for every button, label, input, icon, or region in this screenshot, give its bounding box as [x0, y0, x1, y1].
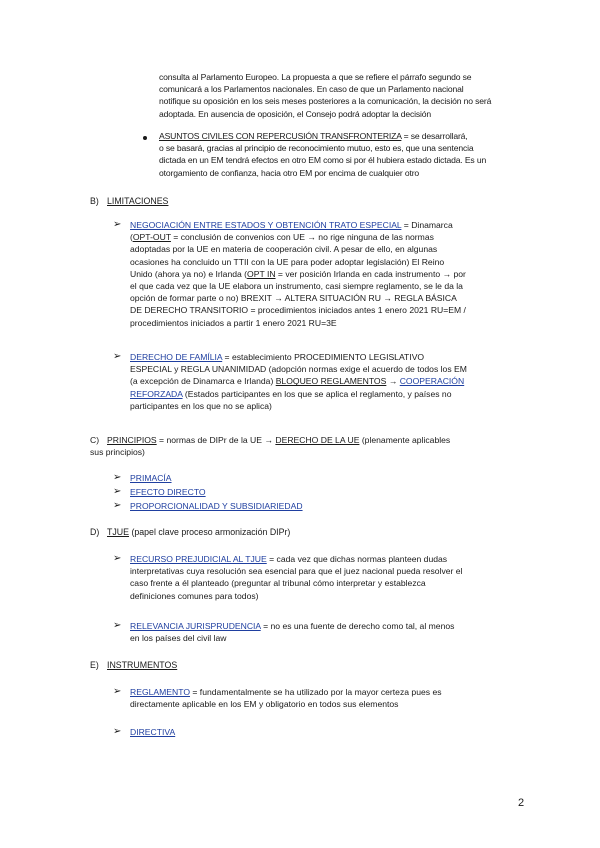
- asuntos-line-1-rest: = se desarrollará,: [401, 131, 468, 141]
- relevancia-link[interactable]: RELEVANCIA JURISPRUDENCIA: [130, 621, 261, 631]
- section-e-heading: [90, 659, 177, 671]
- cooperacion-link[interactable]: COOPERACIÓN: [399, 376, 465, 387]
- recurso-line-3: caso frente a él planteado (preguntar al tribunal cómo interpretar y establezca: [130, 578, 426, 589]
- reglamento-paragraph: [130, 686, 527, 710]
- familia-line-2: ESPECIAL y REGLA UNANIMIDAD (adopción normas exige el acuerdo de todos los EM: [130, 364, 467, 375]
- primacia-link[interactable]: PRIMACÍA: [130, 473, 172, 483]
- section-b-title: LIMITACIONES: [107, 196, 169, 206]
- optin-term: OPT IN: [247, 268, 276, 279]
- intro-paragraph: [159, 71, 527, 120]
- arrow-bullet-icon: ➢: [113, 486, 122, 497]
- directiva-link[interactable]: DIRECTIVA: [130, 727, 176, 737]
- proporcionalidad-link[interactable]: PROPORCIONALIDAD Y SUBSIDIARIEDAD: [130, 501, 303, 511]
- arrow-bullet-icon: ➢: [113, 219, 122, 230]
- reglamento-line-1-rest: = fundamentalmente se ha utilizado por la mayor certeza pues es: [190, 687, 442, 697]
- asuntos-paragraph: [159, 130, 527, 179]
- familia-line-4: [130, 388, 527, 400]
- recurso-line-2: interpretativas cuya resolución sea esencial para que el juez nacional pueda resolver el: [130, 566, 463, 577]
- negociacion-line-4: ocasiones ha concluido un TTII con la UE para poder adoptar legislación) El Reino: [130, 256, 445, 267]
- section-b-heading: [90, 195, 168, 207]
- relevancia-line-1-rest: = no es una fuente de derecho como tal, al menos: [260, 621, 455, 631]
- reglamento-line-2: directamente aplicable en los EM y obligatorio en todos sus elementos: [130, 699, 399, 710]
- recurso-line-1: [130, 553, 527, 565]
- negociacion-line-1-rest: = Dinamarca: [401, 220, 453, 230]
- derecho-ue-term: DERECHO DE LA UE: [275, 435, 360, 445]
- section-c-letter: C): [90, 435, 100, 445]
- page-number: 2: [518, 797, 525, 809]
- intro-line-3: notifique su oposición en los seis meses posteriores a la comunicación, la decisión no será: [159, 96, 492, 107]
- bullet-dot-icon: [143, 136, 147, 140]
- relevancia-line-1: [130, 620, 527, 632]
- asuntos-line-4: otorgamiento de confianza, hacia otro EM por encima de cualquier otro: [159, 167, 420, 178]
- negociacion-line-3: adoptadas por la UE en materia de cooperación civil. A pesar de ello, en algunas: [130, 244, 438, 255]
- negociacion-line-2-rest: = conclusión de convenios con UE → no rige ninguna de las normas: [170, 232, 434, 243]
- negociacion-line-5: [130, 268, 527, 280]
- section-d-title: TJUE: [107, 527, 129, 537]
- familia-link[interactable]: DERECHO DE FAMÍLIA: [130, 352, 223, 362]
- reglamento-link[interactable]: REGLAMENTO: [130, 687, 191, 697]
- arrow-bullet-icon: ➢: [113, 620, 122, 631]
- arrow-bullet-icon: ➢: [113, 500, 122, 511]
- recurso-line-1-rest: = cada vez que dichas normas planteen dudas: [266, 554, 448, 564]
- negociacion-line-5-pre: Unido (ahora ya no) e Irlanda (: [130, 268, 248, 279]
- familia-line-1: [130, 351, 527, 363]
- section-b-letter: B): [90, 196, 99, 206]
- section-c-line-1-rest: (plenamente aplicables: [359, 435, 451, 445]
- arrow-bullet-icon: ➢: [113, 553, 122, 564]
- optout-term: OPT-OUT: [132, 232, 171, 243]
- section-e-letter: E): [90, 660, 99, 670]
- intro-line-1: consulta al Parlamento Europeo. La propuesta a que se refiere el párrafo segundo se: [159, 72, 472, 82]
- reglamento-line-1: [130, 686, 527, 698]
- negociacion-line-7: opción de formar parte o no) BREXIT → ALTERA SITUACIÓN RU → REGLA BÁSICA: [130, 293, 457, 304]
- familia-line-5: participantes en los que no se aplica): [130, 400, 272, 411]
- negociacion-line-6: el que cada vez que la UE elabora un instrumento, casi siempre reglamento, se le da la: [130, 281, 463, 292]
- familia-paragraph: [130, 351, 527, 412]
- recurso-paragraph: [130, 553, 527, 602]
- negociacion-link[interactable]: NEGOCIACIÓN ENTRE ESTADOS Y OBTENCIÓN TRATO ESPECIAL: [130, 220, 402, 230]
- arrow-bullet-icon: ➢: [113, 472, 122, 483]
- arrow-bullet-icon: ➢: [113, 686, 122, 697]
- section-d-letter: D): [90, 527, 100, 537]
- intro-line-4: adoptada. En ausencia de oposición, el Consejo podrá adoptar la decisión: [159, 108, 432, 119]
- efecto-directo-link[interactable]: EFECTO DIRECTO: [130, 487, 206, 497]
- arrow-bullet-icon: ➢: [113, 726, 122, 737]
- relevancia-line-2: en los países del civil law: [130, 633, 227, 644]
- bloqueo-term: BLOQUEO REGLAMENTOS: [275, 376, 387, 387]
- section-d-title-rest: (papel clave proceso armonización DIPr): [129, 527, 291, 537]
- section-c-heading: [90, 434, 527, 458]
- asuntos-title: ASUNTOS CIVILES CON REPERCUSIÓN TRANSFRONTERIZA: [159, 131, 402, 141]
- section-c-title: PRINCIPIOS: [107, 435, 157, 445]
- section-c-line-1-mid: = normas de DIPr de la UE →: [156, 435, 276, 445]
- negociacion-line-9: procedimientos iniciados a partir 1 enero 2021 RU=3E: [130, 317, 337, 328]
- negociacion-paragraph: [130, 219, 527, 329]
- asuntos-line-1: [159, 130, 527, 142]
- principio-item: [130, 486, 206, 498]
- familia-arrow: →: [386, 376, 400, 387]
- recurso-prejudicial-link[interactable]: RECURSO PREJUDICIAL AL TJUE: [130, 554, 267, 564]
- section-c-line-2: sus principios): [90, 447, 145, 458]
- familia-line-1-rest: = establecimiento PROCEDIMIENTO LEGISLATIVO: [222, 352, 425, 362]
- familia-line-4-rest: (Estados participantes en los que se aplica el reglamento, y países no: [182, 388, 452, 399]
- reforzada-link[interactable]: REFORZADA: [130, 388, 183, 399]
- asuntos-line-2: o se basará, gracias al principio de reconocimiento mutuo, esto es, que una sentencia: [159, 143, 474, 154]
- recurso-line-4: definiciones comunes para todos): [130, 590, 259, 601]
- section-e-title: INSTRUMENTOS: [107, 660, 178, 670]
- familia-line-3-pre: (a excepción de Dinamarca e Irlanda): [130, 376, 276, 387]
- intro-line-2: comunicará a los Parlamentos nacionales. En caso de que un Parlamento nacional: [159, 84, 464, 95]
- familia-line-3: [130, 375, 527, 387]
- negociacion-line-1: [130, 219, 527, 231]
- section-d-heading: [90, 526, 290, 538]
- principio-item: [130, 472, 172, 484]
- asuntos-line-3: dictada en un EM tendrá efectos en otro EM como si por él hubiera estado dictada. Es un: [159, 155, 487, 166]
- principio-item: [130, 500, 303, 512]
- negociacion-line-2: (OPT-OUT = conclusión de convenios con UE → no rige ninguna de las normas: [130, 232, 434, 243]
- section-c-line-1: [90, 434, 527, 446]
- relevancia-paragraph: [130, 620, 527, 644]
- arrow-bullet-icon: ➢: [113, 351, 122, 362]
- directiva-item: [130, 726, 175, 738]
- negociacion-line-8: DE DERECHO TRANSITORIO = procedimientos iniciados antes 1 enero 2021 RU=EM /: [130, 305, 466, 316]
- negociacion-line-5-post: = ver posición Irlanda en cada instrumento → por: [275, 268, 466, 279]
